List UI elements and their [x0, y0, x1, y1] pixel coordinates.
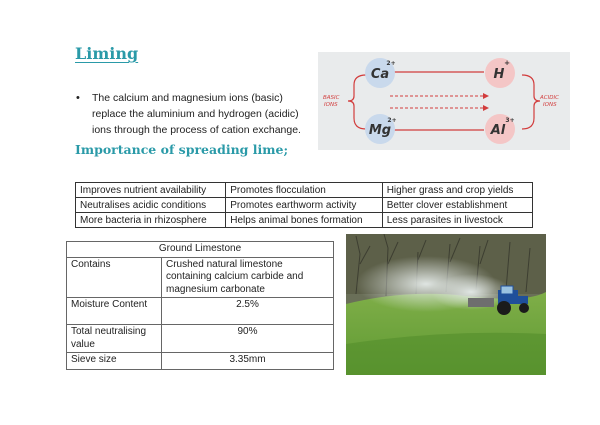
table-cell: Promotes earthworm activity: [226, 198, 382, 213]
table-row: [67, 325, 334, 353]
acidic-ions-label: IONS: [543, 102, 557, 108]
ion-symbol: H: [493, 67, 505, 82]
table-cell: Less parasites in livestock: [382, 213, 532, 228]
ion-charge: 2+: [387, 117, 397, 124]
ion-symbol: Al: [490, 123, 506, 138]
bullet-icon: •: [76, 92, 80, 104]
table-row: [76, 198, 533, 213]
row-label: Contains: [67, 257, 162, 298]
page-title: Liming: [75, 44, 139, 63]
table-cell: Better clover establishment: [382, 198, 532, 213]
bullet-point: [76, 90, 316, 138]
table-cell: Neutralises acidic conditions: [76, 198, 226, 213]
row-value: 90%: [162, 325, 334, 353]
table-row: [76, 183, 533, 198]
spreader: [468, 298, 494, 307]
ion-charge: +: [504, 59, 510, 67]
table-row: [67, 257, 334, 298]
ion-charge: 2+: [386, 60, 396, 67]
table-row: [67, 353, 334, 370]
row-label: Moisture Content: [67, 298, 162, 325]
importance-table: [75, 182, 533, 228]
right-bracket: [522, 75, 540, 129]
row-value: 2.5%: [162, 298, 334, 325]
left-bracket: [348, 75, 366, 129]
ground-limestone-table: [66, 241, 334, 370]
cation-exchange-diagram: [318, 52, 570, 150]
table-cell: Higher grass and crop yields: [382, 183, 532, 198]
basic-ions-label: IONS: [324, 102, 338, 108]
table-row: [67, 298, 334, 325]
acidic-ions-label: ACIDIC: [540, 95, 559, 101]
basic-ions-label: BASIC: [323, 95, 340, 101]
table-cell: Improves nutrient availability: [76, 183, 226, 198]
row-label: Sieve size: [67, 353, 162, 370]
row-value: 3.35mm: [162, 353, 334, 370]
bullet-text: The calcium and magnesium ions (basic) replace the aluminium and hydrogen (acidic) ions through the process of cation exchange.: [92, 92, 301, 136]
table-header: Ground Limestone: [67, 242, 334, 258]
section-subtitle: Importance of spreading lime;: [75, 142, 289, 157]
ion-charge: 3+: [505, 117, 515, 124]
ion-symbol: Mg: [368, 123, 392, 138]
row-label: Total neutralising value: [67, 325, 162, 353]
row-value: Crushed natural limestone containing calcium carbide and magnesium carbonate: [162, 257, 334, 298]
table-cell: More bacteria in rhizosphere: [76, 213, 226, 228]
tractor-spreading-lime-photo: [346, 234, 546, 375]
table-header-row: [67, 242, 334, 258]
table-row: [76, 213, 533, 228]
table-cell: Helps animal bones formation: [226, 213, 382, 228]
ion-symbol: Ca: [370, 67, 390, 82]
table-cell: Promotes flocculation: [226, 183, 382, 198]
